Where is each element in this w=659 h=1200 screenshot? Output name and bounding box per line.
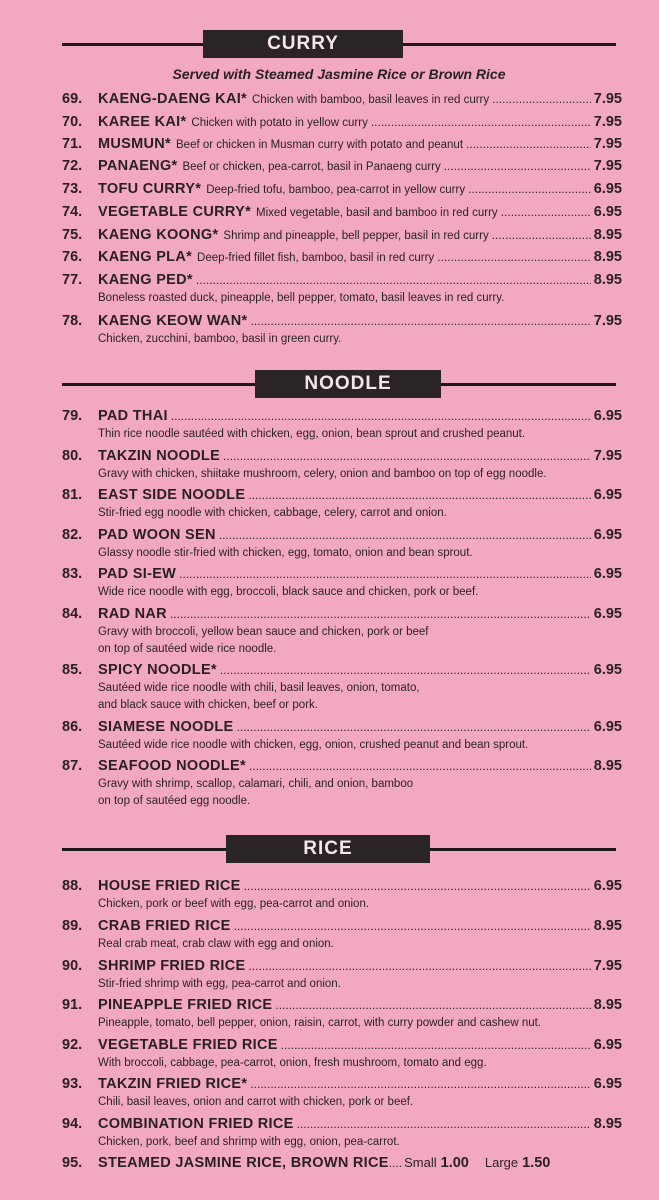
item-description bbox=[98, 680, 622, 714]
description-line: Chicken, zucchini, bamboo, basil in green curry. bbox=[98, 333, 342, 345]
item-price: 7.95 bbox=[593, 448, 622, 464]
item-description: Beef or chicken in Musman curry with potato and peanut bbox=[176, 139, 464, 151]
dot-leader bbox=[244, 879, 591, 893]
dot-leader bbox=[501, 205, 591, 219]
item-description bbox=[98, 331, 622, 348]
item-number: 85. bbox=[62, 662, 83, 678]
item-price: 7.95 bbox=[593, 114, 622, 130]
description-line: Gravy with chicken, shiitake mushroom, celery, onion and bamboo on top of egg noodle. bbox=[98, 468, 547, 480]
small-price: 1.00 bbox=[440, 1155, 469, 1171]
description-line: With broccoli, cabbage, pea-carrot, onion, fresh mushroom, tomato and egg. bbox=[98, 1057, 487, 1069]
dot-leader: .... bbox=[388, 1156, 403, 1170]
item-name: PINEAPPLE FRIED RICE bbox=[98, 997, 273, 1013]
item-name: SPICY NOODLE* bbox=[98, 662, 217, 678]
dot-leader bbox=[251, 314, 591, 328]
item-price: 6.95 bbox=[593, 1076, 622, 1092]
curry-title: CURRY bbox=[203, 30, 403, 58]
item-number: 86. bbox=[62, 719, 83, 735]
description-line: Real crab meat, crab claw with egg and onion. bbox=[98, 938, 334, 950]
dot-leader bbox=[170, 607, 591, 621]
item-description: Deep-fried tofu, bamboo, pea-carrot in yellow curry bbox=[206, 184, 466, 196]
item-name: VEGETABLE FRIED RICE bbox=[98, 1037, 278, 1053]
item-price: 8.95 bbox=[593, 249, 622, 265]
large-price: 1.50 bbox=[522, 1155, 551, 1171]
item-price: 6.95 bbox=[593, 408, 622, 424]
item-price: 8.95 bbox=[593, 918, 622, 934]
noodle-section-header bbox=[62, 370, 616, 398]
item-name: TAKZIN NOODLE bbox=[98, 448, 221, 464]
description-line: Chicken, pork or beef with egg, pea-carrot and onion. bbox=[98, 898, 370, 910]
curry-section-header bbox=[62, 30, 616, 58]
menu-item bbox=[62, 408, 622, 443]
item-description bbox=[98, 776, 622, 810]
item-number: 74. bbox=[62, 204, 83, 220]
item-name: PANAENG* bbox=[98, 158, 178, 174]
item-description: Chicken with bamboo, basil leaves in red curry bbox=[252, 94, 490, 106]
rice-section-header bbox=[62, 835, 616, 863]
description-line: on top of sautéed wide rice noodle. bbox=[98, 643, 277, 655]
item-number: 76. bbox=[62, 249, 83, 265]
menu-item bbox=[62, 448, 622, 483]
item-name: PAD WOON SEN bbox=[98, 527, 216, 543]
item-description bbox=[98, 896, 622, 913]
dot-leader bbox=[171, 409, 591, 423]
item-number: 84. bbox=[62, 606, 83, 622]
item-name: KAENG PED* bbox=[98, 272, 193, 288]
dot-leader bbox=[297, 1117, 591, 1131]
menu-item bbox=[62, 918, 622, 953]
item-description bbox=[98, 1134, 622, 1151]
item-name: KAENG KOONG* bbox=[98, 227, 219, 243]
description-line: Sautéed wide rice noodle with chicken, egg, onion, crushed peanut and bean sprout. bbox=[98, 739, 529, 751]
dot-leader bbox=[492, 228, 591, 242]
item-price: 7.95 bbox=[593, 313, 622, 329]
menu-item bbox=[62, 249, 622, 271]
item-name: HOUSE FRIED RICE bbox=[98, 878, 241, 894]
description-line: Stir-fried egg noodle with chicken, cabbage, celery, carrot and onion. bbox=[98, 507, 447, 519]
small-label: Small bbox=[404, 1155, 437, 1170]
dot-leader bbox=[275, 998, 590, 1012]
menu-item bbox=[62, 158, 622, 180]
item-name: SHRIMP FRIED RICE bbox=[98, 958, 246, 974]
item-description bbox=[98, 466, 622, 483]
menu-item bbox=[62, 878, 622, 913]
item-line bbox=[62, 227, 622, 249]
menu-item bbox=[62, 204, 622, 226]
description-line: Wide rice noodle with egg, broccoli, black sauce and chicken, pork or beef. bbox=[98, 586, 479, 598]
item-price: 8.95 bbox=[593, 997, 622, 1013]
item-price: 7.95 bbox=[593, 158, 622, 174]
item-number: 72. bbox=[62, 158, 83, 174]
item-description: Shrimp and pineapple, bell pepper, basil in red curry bbox=[223, 230, 489, 242]
dot-leader bbox=[223, 449, 591, 463]
menu-item bbox=[62, 272, 622, 307]
item-line bbox=[62, 181, 622, 203]
item-name: SIAMESE NOODLE bbox=[98, 719, 234, 735]
item-price: 7.95 bbox=[593, 958, 622, 974]
item-number: 88. bbox=[62, 878, 83, 894]
description-line: Thin rice noodle sautéed with chicken, egg, onion, bean sprout and crushed peanut. bbox=[98, 428, 526, 440]
description-line: Chili, basil leaves, onion and carrot with chicken, pork or beef. bbox=[98, 1096, 414, 1108]
description-line: Chicken, pork, beef and shrimp with egg, onion, pea-carrot. bbox=[98, 1136, 400, 1148]
item-number: 70. bbox=[62, 114, 83, 130]
item-number: 91. bbox=[62, 997, 83, 1013]
item-line bbox=[62, 136, 622, 158]
item-number: 92. bbox=[62, 1037, 83, 1053]
item-name: VEGETABLE CURRY* bbox=[98, 204, 252, 220]
item-price: 6.95 bbox=[593, 181, 622, 197]
dot-leader bbox=[234, 919, 591, 933]
dot-leader bbox=[219, 528, 591, 542]
item-line bbox=[62, 114, 622, 136]
item-number: 94. bbox=[62, 1116, 83, 1132]
item-price: 6.95 bbox=[593, 878, 622, 894]
item-price: 6.95 bbox=[593, 662, 622, 678]
dot-leader bbox=[437, 250, 591, 264]
dot-leader bbox=[468, 182, 591, 196]
item-price: 7.95 bbox=[593, 136, 622, 152]
item-description bbox=[98, 1015, 622, 1032]
item-name: EAST SIDE NOODLE bbox=[98, 487, 246, 503]
dot-leader bbox=[281, 1038, 591, 1052]
menu-item bbox=[62, 758, 622, 810]
item-number: 73. bbox=[62, 181, 83, 197]
description-line: Gravy with shrimp, scallop, calamari, chili, and onion, bamboo bbox=[98, 778, 414, 790]
description-line: Stir-fried shrimp with egg, pea-carrot and onion. bbox=[98, 978, 341, 990]
item-price: 8.95 bbox=[593, 227, 622, 243]
dot-leader bbox=[248, 488, 590, 502]
item-name: CRAB FRIED RICE bbox=[98, 918, 231, 934]
item-number: 83. bbox=[62, 566, 83, 582]
item-name: RAD NAR bbox=[98, 606, 167, 622]
item-description bbox=[98, 584, 622, 601]
item-description: Mixed vegetable, basil and bamboo in red curry bbox=[256, 207, 498, 219]
description-line: Glassy noodle stir-fried with chicken, egg, tomato, onion and bean sprout. bbox=[98, 547, 473, 559]
item-name: KAREE KAI* bbox=[98, 114, 187, 130]
item-description bbox=[98, 976, 622, 993]
description-line: Gravy with broccoli, yellow bean sauce and chicken, pork or beef bbox=[98, 626, 429, 638]
item-price: 6.95 bbox=[593, 719, 622, 735]
dot-leader bbox=[249, 759, 591, 773]
item-name: KAENG-DAENG KAI* bbox=[98, 91, 247, 107]
item-number: 71. bbox=[62, 136, 83, 152]
dot-leader bbox=[248, 959, 590, 973]
description-line: Sautéed wide rice noodle with chili, basil leaves, onion, tomato, bbox=[98, 682, 420, 694]
curry-subtitle: Served with Steamed Jasmine Rice or Brown Rice bbox=[172, 66, 506, 82]
menu-item bbox=[62, 1037, 622, 1072]
menu-item bbox=[62, 566, 622, 601]
dot-leader bbox=[444, 159, 591, 173]
dot-leader bbox=[250, 1077, 590, 1091]
rice-title: RICE bbox=[226, 835, 430, 863]
menu-item bbox=[62, 91, 622, 113]
item-description: Chicken with potato in yellow curry bbox=[191, 117, 368, 129]
menu-item bbox=[62, 997, 622, 1032]
item-price: 6.95 bbox=[593, 487, 622, 503]
item-line bbox=[62, 158, 622, 180]
item-price: 6.95 bbox=[593, 204, 622, 220]
item-description: Beef or chicken, pea-carrot, basil in Panaeng curry bbox=[182, 161, 441, 173]
item-name: KAENG PLA* bbox=[98, 249, 193, 265]
item-number: 95. bbox=[62, 1155, 83, 1171]
dot-leader bbox=[492, 92, 591, 106]
item-description bbox=[98, 1094, 622, 1111]
item-price: 8.95 bbox=[593, 272, 622, 288]
item-number: 77. bbox=[62, 272, 83, 288]
item-name: MUSMUN* bbox=[98, 136, 171, 152]
menu-item bbox=[62, 527, 622, 562]
description-line: and black sauce with chicken, beef or pork. bbox=[98, 699, 318, 711]
item-number: 69. bbox=[62, 91, 83, 107]
item-description bbox=[98, 545, 622, 562]
item-number: 75. bbox=[62, 227, 83, 243]
menu-item bbox=[62, 719, 622, 754]
item-number: 90. bbox=[62, 958, 83, 974]
item-price: 8.95 bbox=[593, 758, 622, 774]
menu-item bbox=[62, 662, 622, 714]
item-line bbox=[62, 91, 622, 113]
item-name: SEAFOOD NOODLE* bbox=[98, 758, 246, 774]
item-description bbox=[98, 426, 622, 443]
menu-item bbox=[62, 313, 622, 348]
item-description bbox=[98, 290, 622, 307]
item-price: 6.95 bbox=[593, 527, 622, 543]
item-number: 87. bbox=[62, 758, 83, 774]
dot-leader bbox=[466, 137, 591, 151]
menu-item bbox=[62, 227, 622, 249]
item-price: 6.95 bbox=[593, 606, 622, 622]
item-name: COMBINATION FRIED RICE bbox=[98, 1116, 294, 1132]
item-number: 89. bbox=[62, 918, 83, 934]
item-name: TAKZIN FRIED RICE* bbox=[98, 1076, 248, 1092]
menu-item bbox=[62, 958, 622, 993]
description-line: Boneless roasted duck, pineapple, bell pepper, tomato, basil leaves in red curry. bbox=[98, 292, 505, 304]
dot-leader bbox=[371, 115, 591, 129]
item-description bbox=[98, 936, 622, 953]
item-line bbox=[62, 249, 622, 271]
item-name: PAD SI-EW bbox=[98, 566, 177, 582]
item-name: PAD THAI bbox=[98, 408, 168, 424]
large-label: Large bbox=[484, 1155, 519, 1170]
item-price: 7.95 bbox=[593, 91, 622, 107]
item-description bbox=[98, 1055, 622, 1072]
menu-item bbox=[62, 606, 622, 658]
dot-leader bbox=[220, 663, 591, 677]
item-number: 82. bbox=[62, 527, 83, 543]
item-price: 8.95 bbox=[593, 1116, 622, 1132]
item-number: 79. bbox=[62, 408, 83, 424]
item-number: 78. bbox=[62, 313, 83, 329]
item-name: KAENG KEOW WAN* bbox=[98, 313, 248, 329]
item-price: 6.95 bbox=[593, 566, 622, 582]
menu-item bbox=[62, 114, 622, 136]
menu-item bbox=[62, 1116, 622, 1151]
menu-item bbox=[62, 1076, 622, 1111]
menu-item bbox=[62, 136, 622, 158]
menu-item bbox=[62, 1155, 622, 1177]
menu-item bbox=[62, 181, 622, 203]
noodle-title: NOODLE bbox=[255, 370, 441, 398]
item-number: 80. bbox=[62, 448, 83, 464]
item-description bbox=[98, 624, 622, 658]
item-name: TOFU CURRY* bbox=[98, 181, 202, 197]
dot-leader bbox=[179, 567, 591, 581]
item-number: 81. bbox=[62, 487, 83, 503]
dot-leader bbox=[237, 720, 591, 734]
menu-item bbox=[62, 487, 622, 522]
item-description: Deep-fried fillet fish, bamboo, basil in red curry bbox=[197, 252, 435, 264]
item-description bbox=[98, 737, 622, 754]
description-line: Pineapple, tomato, bell pepper, onion, raisin, carrot, with curry powder and cashew nut. bbox=[98, 1017, 541, 1029]
item-number: 93. bbox=[62, 1076, 83, 1092]
item-name: STEAMED JASMINE RICE, BROWN RICE bbox=[98, 1155, 389, 1171]
item-line bbox=[62, 204, 622, 226]
item-price: 6.95 bbox=[593, 1037, 622, 1053]
dot-leader bbox=[196, 273, 591, 287]
description-line: on top of sautéed egg noodle. bbox=[98, 795, 251, 807]
item-description bbox=[98, 505, 622, 522]
